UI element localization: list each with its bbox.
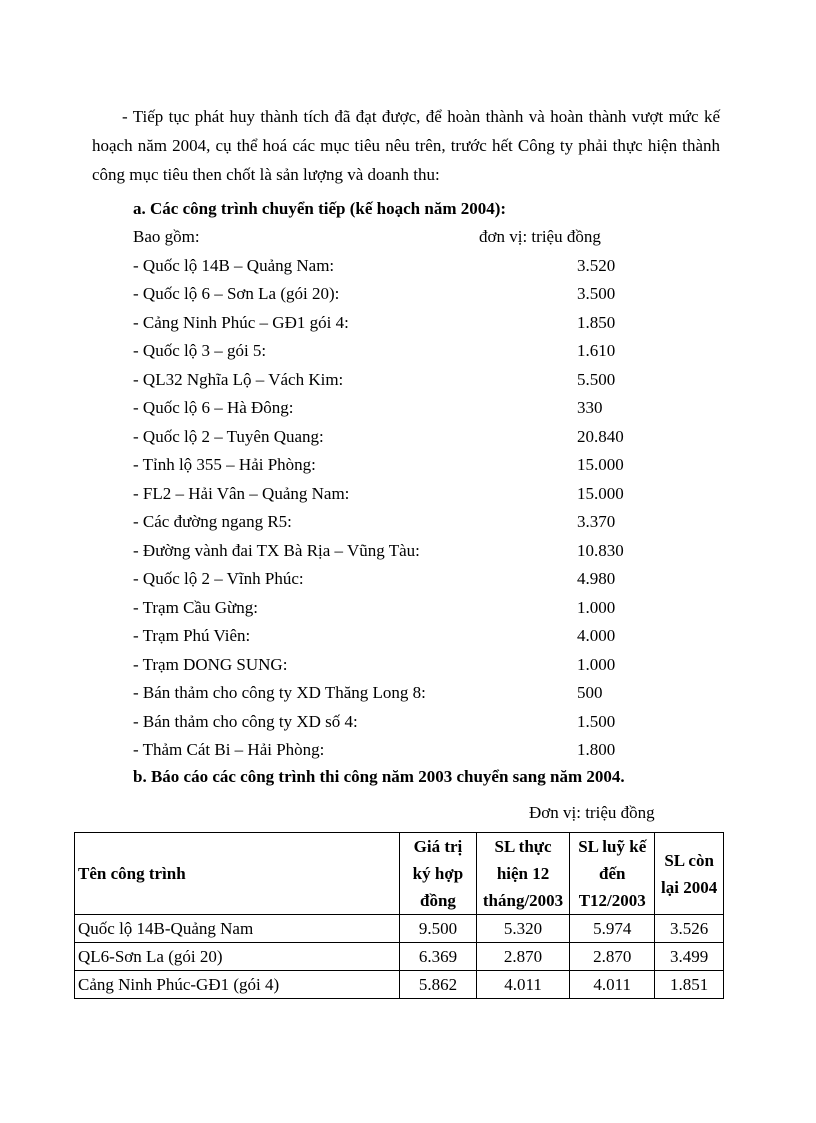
table-body [75, 915, 724, 999]
list-item-value: 20.840 [577, 426, 624, 446]
list-item-name: - Thảm Cát Bi – Hải Phòng: [133, 740, 325, 759]
table-cell: 9.500 [400, 915, 477, 943]
list-item-value: 4.000 [577, 626, 616, 645]
table-header-cell: SL luỹ kế đến T12/2003 [570, 833, 655, 915]
list-item [133, 594, 733, 623]
section-a-title: a. Các công trình chuyển tiếp (kế hoạch năm 2004): [133, 199, 507, 218]
section-a-header-label: Bao gồm: [133, 227, 200, 246]
list-item-name: - Đường vành đai TX Bà Rịa – Vũng Tàu: [133, 540, 420, 560]
table-header-cell: Tên công trình [75, 833, 400, 915]
list-item [133, 565, 733, 594]
list-item-name: - Các đường ngang R5: [133, 512, 292, 531]
table-cell: 4.011 [476, 971, 569, 999]
table-cell: 2.870 [476, 943, 569, 971]
table-cell: Quốc lộ 14B-Quảng Nam [75, 915, 400, 943]
projects-table [74, 832, 724, 999]
list-item-value: 4.980 [577, 569, 616, 588]
table-row [75, 971, 724, 999]
list-item-value: 3.500 [577, 284, 616, 303]
list-item-value: 3.370 [577, 512, 616, 531]
list-item [133, 366, 733, 395]
list-item-name: - Quốc lộ 6 – Hà Đông: [133, 398, 294, 417]
table-header-cell: Giá trị ký hợp đồng [400, 833, 477, 915]
list-item [133, 679, 733, 708]
list-item-name: - Cảng Ninh Phúc – GĐ1 gói 4: [133, 312, 349, 332]
section-b-unit: Đơn vị: triệu đồng [529, 803, 655, 822]
table-cell: 5.320 [476, 915, 569, 943]
intro-paragraph: - Tiếp tục phát huy thành tích đã đạt được, để hoàn thành và hoàn thành vượt mức kế hoạch năm 2004, cụ thể hoá các mục tiêu nêu trên, trước hết Công ty phải thực hiện thành công mục tiêu then chốt là sản lượng và doanh thu: [92, 107, 720, 184]
table-header-cell: SL thực hiện 12 tháng/2003 [476, 833, 569, 915]
section-b-title: b. Báo cáo các công trình thi công năm 2003 chuyển sang năm 2004. [133, 767, 625, 786]
list-item-name: - Tỉnh lộ 355 – Hải Phòng: [133, 455, 316, 474]
section-a-unit: đơn vị: triệu đồng [479, 227, 601, 246]
list-item-name: - Quốc lộ 2 – Tuyên Quang: [133, 426, 324, 446]
table-cell: 4.011 [570, 971, 655, 999]
list-item-value: 1.800 [577, 740, 616, 759]
list-item [133, 451, 733, 480]
list-item [133, 309, 733, 338]
list-item [133, 480, 733, 509]
table-row [75, 915, 724, 943]
list-item [133, 708, 733, 737]
list-item-value: 10.830 [577, 540, 624, 560]
table-cell: 6.369 [400, 943, 477, 971]
list-item-value: 3.520 [577, 255, 616, 275]
list-item-value: 330 [577, 398, 603, 417]
list-item [133, 337, 733, 366]
section-a-header-row [133, 223, 733, 252]
list-item-name: - Trạm Cầu Gừng: [133, 597, 258, 617]
list-item-value: 1.850 [577, 312, 616, 332]
list-item-value: 1.000 [577, 654, 616, 674]
table-header-cell: SL còn lại 2004 [655, 833, 724, 915]
list-item-value: 5.500 [577, 369, 616, 389]
list-item [133, 622, 733, 651]
list-item-value: 15.000 [577, 483, 624, 503]
list-item [133, 394, 733, 423]
list-item [133, 537, 733, 566]
table-cell: Cảng Ninh Phúc-GĐ1 (gói 4) [75, 971, 400, 999]
list-item-name: - Bán thảm cho công ty XD Thăng Long 8: [133, 683, 426, 702]
list-item-value: 1.000 [577, 597, 616, 617]
list-item-name: - QL32 Nghĩa Lộ – Vách Kim: [133, 369, 344, 389]
list-item-name: - Quốc lộ 6 – Sơn La (gói 20): [133, 284, 340, 303]
list-item [133, 651, 733, 680]
table-cell: 5.862 [400, 971, 477, 999]
list-item-name: - Quốc lộ 14B – Quảng Nam: [133, 255, 335, 275]
list-item-value: 1.500 [577, 711, 616, 731]
list-item-value: 500 [577, 683, 603, 702]
table-cell: 3.499 [655, 943, 724, 971]
list-item-name: - Quốc lộ 2 – Vĩnh Phúc: [133, 569, 304, 588]
list-item-name: - FL2 – Hải Vân – Quảng Nam: [133, 483, 350, 503]
list-item-value: 15.000 [577, 455, 624, 474]
list-item [133, 252, 733, 281]
list-item [133, 423, 733, 452]
table-cell: 2.870 [570, 943, 655, 971]
table-cell: 1.851 [655, 971, 724, 999]
list-item-name: - Quốc lộ 3 – gói 5: [133, 341, 267, 360]
list-item-name: - Bán thảm cho công ty XD số 4: [133, 711, 358, 731]
table-row [75, 943, 724, 971]
section-a-list [133, 223, 733, 765]
table-header-row [75, 833, 724, 915]
list-item [133, 508, 733, 537]
list-item-value: 1.610 [577, 341, 616, 360]
list-item [133, 280, 733, 309]
list-item-name: - Trạm DONG SUNG: [133, 654, 288, 674]
table-cell: 5.974 [570, 915, 655, 943]
table-cell: QL6-Sơn La (gói 20) [75, 943, 400, 971]
list-item [133, 736, 733, 765]
table-cell: 3.526 [655, 915, 724, 943]
list-item-name: - Trạm Phú Viên: [133, 626, 251, 645]
